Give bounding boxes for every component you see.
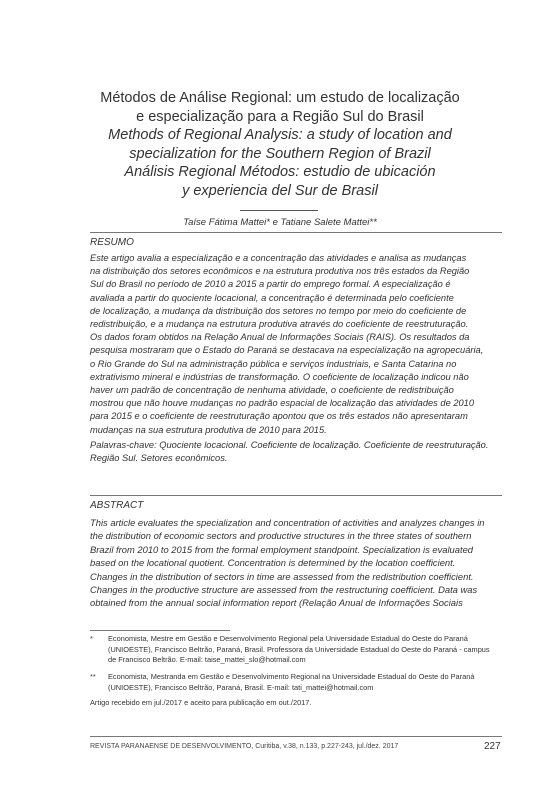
text-line: para 2015 e o coeficiente de reestruturação apontou que os três estados não apresentaram	[90, 411, 468, 422]
title-line: specialization for the Southern Region of Brazil	[129, 146, 431, 162]
footnote-2	[90, 672, 510, 693]
footnote-line: Economista, Mestranda em Gestão e Desenvolvimento Regional na Universidade Estadual do Oeste do Paraná	[108, 672, 475, 681]
title-line: Métodos de Análise Regional: um estudo de localização	[100, 90, 460, 106]
text-line: Brazil from 2010 to 2015 from the formal employment standpoint. Specialization is evaluated	[90, 543, 474, 555]
title-line: Methods of Regional Analysis: a study of location and	[108, 127, 452, 143]
text-line: de localização, a mudança da distribuição dos setores no tempo por meio do coeficiente de	[90, 305, 467, 316]
title-portuguese	[60, 89, 500, 127]
text-line: Sul do Brasil no período de 2010 a 2015 a partir do emprego formal. A especialização é	[90, 279, 451, 290]
text-line: based on the locational quotient. Concentration is determined by the location coefficient.	[90, 557, 456, 569]
footnote-divider	[90, 630, 230, 631]
text-line: haver um padrão de concentração de nenhuma atividade, o coeficiente de redistribuição	[90, 385, 454, 396]
received-note: Artigo recebido em jul./2017 e aceito para publicação em out./2017.	[90, 698, 312, 707]
resumo-divider	[90, 232, 502, 233]
text-line: obtained from the annual social information report (Relação Anual de Informações Sociais	[90, 597, 463, 609]
footer-divider	[90, 736, 502, 737]
footnote-line: (UNIOESTE), Francisco Beltrão, Paraná, Brasil. Professora da Universidade Estadual do Oeste do Paraná - campus	[108, 644, 490, 654]
abstract-text	[90, 516, 502, 610]
footnote-line: (UNIOESTE), Francisco Beltrão, Paraná, Brasil. E-mail: tati_mattei@hotmail.com	[108, 682, 374, 692]
keywords-line: Região Sul. Setores econômicos.	[90, 453, 228, 464]
keywords-line: Palavras-chave: Quociente locacional. Coeficiente de localização. Coeficiente de reestruturação.	[90, 440, 489, 450]
text-line: extrativismo mineral e indústrias de transformação. O coeficiente de localização indicou não	[90, 371, 469, 382]
title-english	[60, 126, 500, 164]
footnote-mark: *	[90, 634, 93, 643]
text-line: the distribution of economic sectors and productive structures in the three states of southern	[90, 530, 472, 542]
text-line: This article evaluates the specialization and concentration of activities and analyzes changes in	[90, 517, 485, 528]
abstract-divider	[90, 495, 502, 496]
journal-citation: REVISTA PARANAENSE DE DESENVOLVIMENTO, Curitiba, v.38, n.133, p.227-243, jul./dez. 2017	[90, 743, 399, 750]
footnote-1	[90, 634, 510, 666]
title-line: y experiencia del Sur de Brasil	[182, 183, 378, 199]
resumo-heading: RESUMO	[90, 237, 134, 248]
text-line: Changes in the productive structure are assessed from the restructuring coefficient. Data was	[90, 584, 478, 596]
abstract-heading: ABSTRACT	[90, 500, 144, 511]
footnote-line: de Francisco Beltrão. E-mail: taise_mattei_slo@hotmail.com	[108, 655, 306, 664]
footnote-mark: **	[90, 672, 96, 681]
text-line: o Rio Grande do Sul na administração pública e serviços industriais, e Santa Catarina no	[90, 358, 457, 369]
author-divider	[240, 210, 318, 211]
footnote-line: Economista, Mestre em Gestão e Desenvolvimento Regional pela Universidade Estadual do Oeste do Paraná	[108, 634, 468, 643]
keywords	[90, 439, 502, 465]
text-line: Os dados foram obtidos na Relação Anual de Informações Sociais (RAIS). Os resultados da	[90, 332, 470, 343]
text-line: avaliada a partir do quociente locacional, a concentração é determinada pelo coeficiente	[90, 292, 454, 303]
resumo-text	[90, 252, 502, 437]
title-line: e especialização para a Região Sul do Brasil	[136, 109, 424, 125]
text-line: Changes in the distribution of sectors in time are assessed from the redistribution coefficient.	[90, 570, 474, 582]
text-line: pesquisa mostraram que o Estado do Paraná se destacava na especialização na agropecuária,	[90, 345, 484, 356]
page-number: 227	[484, 741, 501, 752]
text-line: Este artigo avalia a especialização e a concentração das atividades e analisa as mudanças	[90, 253, 467, 263]
text-line: redistribuição, e a mudança na estrutura produtiva através do coeficiente de reestruturação.	[90, 319, 469, 330]
text-line: mudanças na sua estrutura produtiva de 2010 para 2015.	[90, 424, 327, 435]
text-line: na distribuição dos setores econômicos e na estrutura produtiva nos três estados da Região	[90, 266, 470, 277]
text-line: mostrou que não houve mudanças no padrão espacial de localização das atividades de 2010	[90, 398, 475, 409]
title-line: Análisis Regional Métodos: estudio de ubicación	[124, 164, 436, 180]
authors: Taíse Fátima Mattei* e Tatiane Salete Mattei**	[183, 217, 377, 228]
title-spanish	[60, 163, 500, 201]
